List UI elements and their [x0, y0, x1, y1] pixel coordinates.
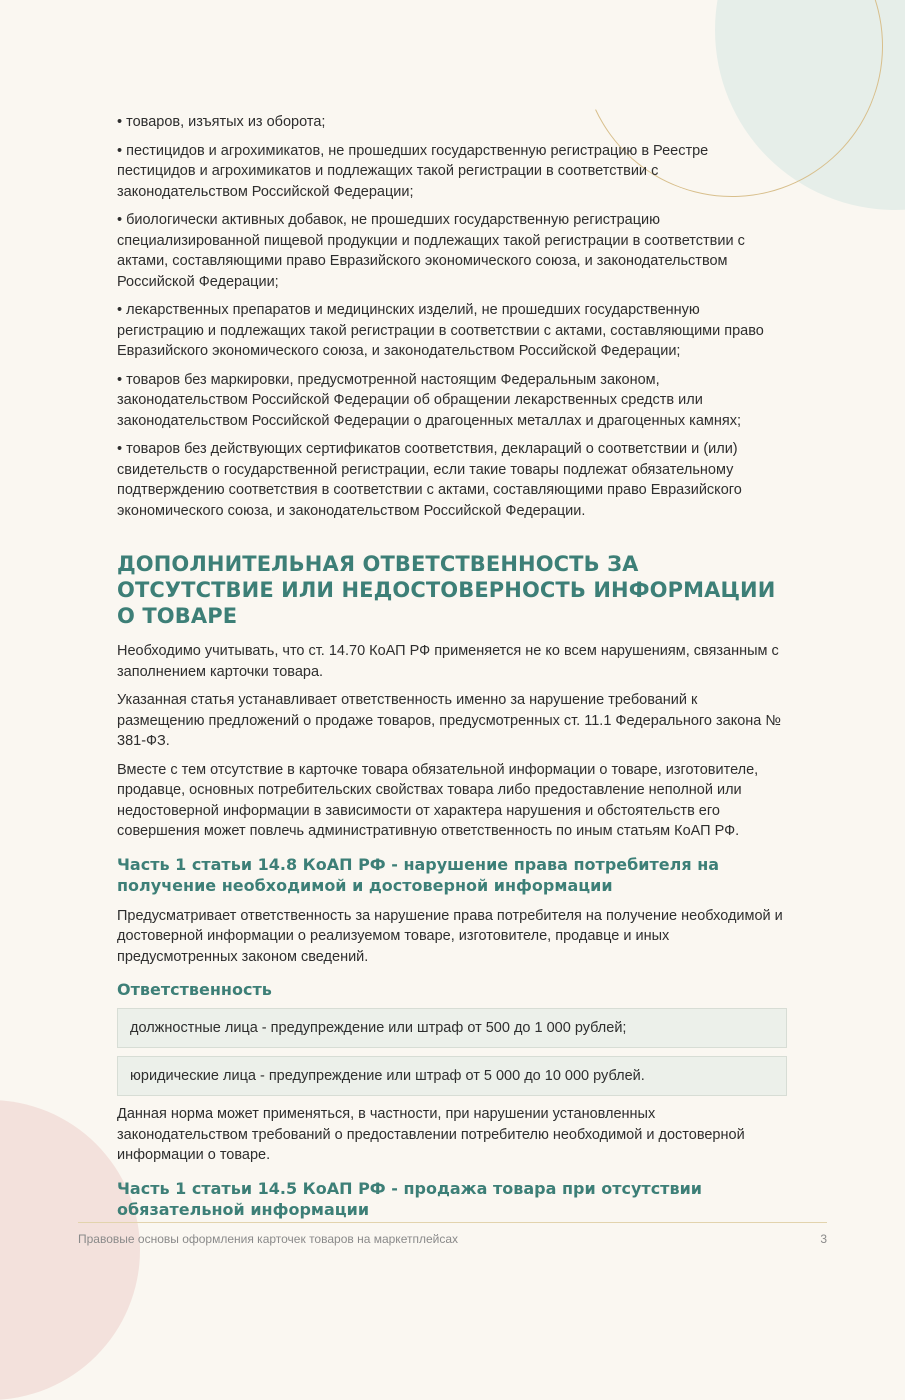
article-heading: Часть 1 статьи 14.5 КоАП РФ - продажа товара при отсутствии обязательной информации — [117, 1178, 702, 1219]
paragraph: Указанная статья устанавливает ответственность именно за нарушение требований к размещению предложений о продаже товаров, предусмотренных ст. 11.1 Федерального закона № 381-ФЗ. — [117, 692, 781, 749]
footer-title: Правовые основы оформления карточек товаров на маркетплейсах — [78, 1232, 459, 1246]
article-heading: Часть 1 статьи 14.8 КоАП РФ - нарушение права потребителя на получение необходимой и достоверной информации — [117, 854, 720, 895]
footer-divider — [78, 1222, 827, 1223]
page-content — [117, 112, 787, 1230]
section-heading: ДОПОЛНИТЕЛЬНАЯ ОТВЕТСТВЕННОСТЬ ЗА ОТСУТСТВИЕ ИЛИ НЕДОСТОВЕРНОСТЬ ИНФОРМАЦИИ О ТОВАРЕ — [117, 552, 776, 628]
bullet-item: • пестицидов и агрохимикатов, не прошедших государственную регистрацию в Реестре пестицидов и агрохимикатов и подлежащих такой регистрации в соответствии с законодательством Российской Федерации; — [117, 142, 709, 200]
paragraph: Вместе с тем отсутствие в карточке товара обязательной информации о товаре, изготовителе, продавце, основных потребительских свойствах товара либо предоставление неполной или недостоверной информации в зависимости от характера нарушения и обстоятельств его совершения может повлечь административную ответственность по иным статьям КоАП РФ. — [117, 761, 759, 839]
paragraph: Предусматривает ответственность за нарушение права потребителя на получение необходимой и достоверной информации о реализуемом товаре, изготовителе, продавце и иных предусмотренных законом сведений. — [117, 907, 783, 965]
bullet-item: • биологически активных добавок, не прошедших государственную регистрацию специализированной пищевой продукции и подлежащих такой регистрации в соответствии с актами, составляющими право Евразийского экономического союза, и законодательством Российской Федерации; — [117, 212, 745, 290]
bullet-item: • товаров без действующих сертификатов соответствия, деклараций о соответствии и (или) свидетельств о государственной регистрации, если такие товары подлежат обязательному подтверждению соответствия в соответствии с актами, составляющими право Евразийского экономического союза, и законодательством Российской Федерации. — [117, 441, 742, 519]
paragraph: Данная норма может применяться, в частности, при нарушении установленных законодательством требований о предоставлении потребителю необходимой и достоверной информации о товаре. — [117, 1106, 745, 1163]
penalty-box: должностные лица - предупреждение или штраф от 500 до 1 000 рублей; — [117, 1008, 787, 1048]
paragraph: Необходимо учитывать, что ст. 14.70 КоАП РФ применяется не ко всем нарушениям, связанным с заполнением карточки товара. — [117, 643, 779, 680]
bullet-item: • лекарственных препаратов и медицинских изделий, не прошедших государственную регистрацию и подлежащих такой регистрации в соответствии с актами, составляющими право Евразийского экономического союза, и законодательством Российской Федерации; — [117, 302, 764, 359]
penalty-box: юридические лица - предупреждение или штраф от 5 000 до 10 000 рублей. — [117, 1056, 787, 1096]
responsibility-heading: Ответственность — [117, 980, 272, 999]
bullet-item: • товаров без маркировки, предусмотренной настоящим Федеральным законом, законодательством Российской Федерации об обращении лекарственных средств или законодательством Российской Федерации о драгоценных металлах и драгоценных камнях; — [117, 371, 742, 429]
page-number: 3 — [820, 1232, 827, 1246]
bullet-item: • товаров, изъятых из оборота; — [117, 114, 326, 130]
